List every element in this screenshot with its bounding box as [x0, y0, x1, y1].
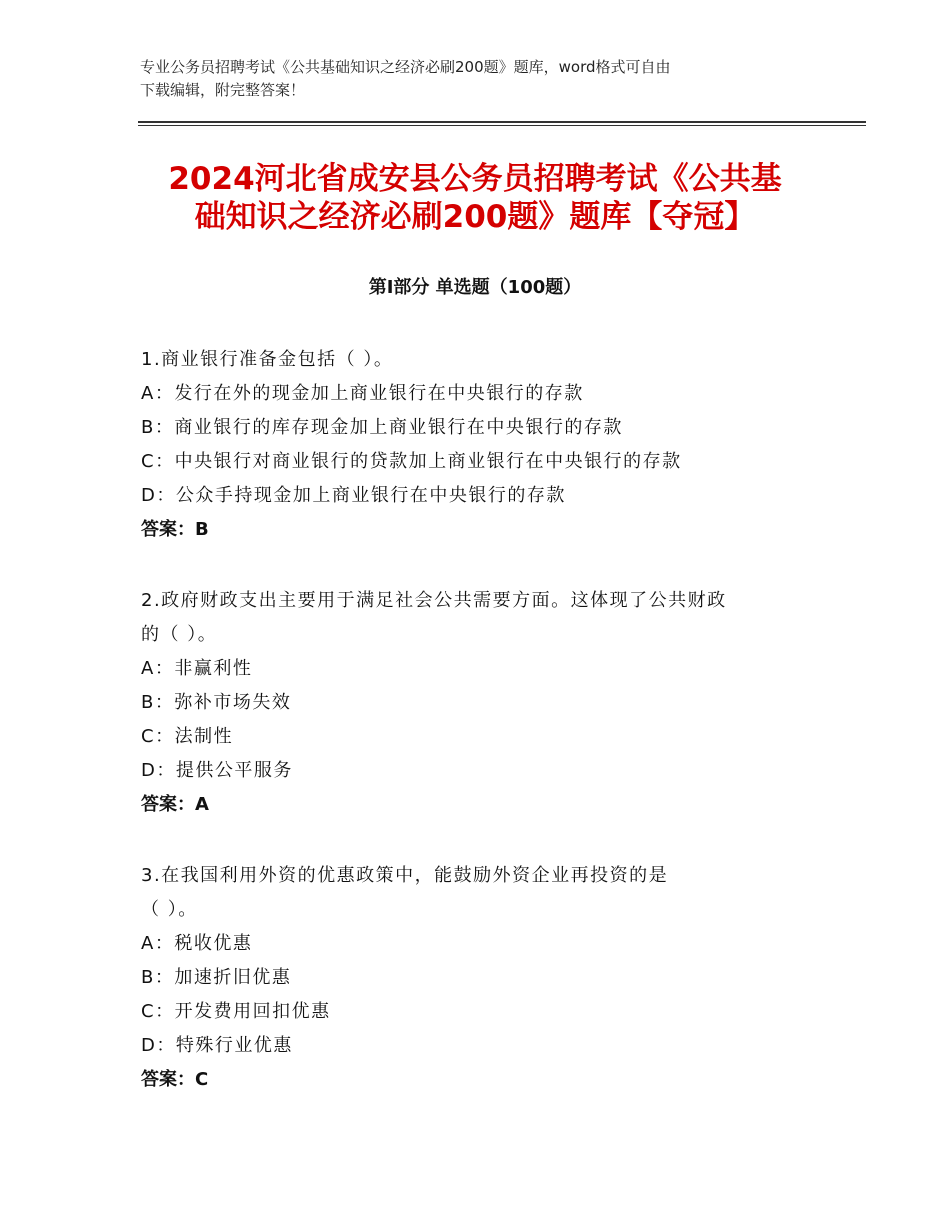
question-stem: 2.政府财政支出主要用于满足社会公共需要方面。这体现了公共财政	[141, 590, 727, 611]
option-b: B：加速折旧优惠	[141, 967, 292, 988]
section-heading: 第Ⅰ部分 单选题（100题）	[368, 277, 582, 298]
document-title-line-2: 础知识之经济必刷200题》题库【夺冠】	[194, 199, 756, 235]
header-divider-thick	[138, 121, 866, 123]
document-title-line-1: 2024河北省成安县公务员招聘考试《公共基	[168, 161, 782, 197]
question-1	[141, 343, 821, 547]
document-title	[120, 160, 830, 236]
option-a: A：税收优惠	[141, 933, 253, 954]
header-divider-thin	[138, 125, 866, 126]
option-c: C：中央银行对商业银行的贷款加上商业银行在中央银行的存款	[141, 451, 682, 472]
question-stem-continued: 的（ ）。	[141, 624, 218, 645]
header-note-line-1: 专业公务员招聘考试《公共基础知识之经济必刷200题》题库，word格式可自由	[140, 58, 671, 76]
question-stem-continued: （ ）。	[141, 899, 198, 920]
header-note-line-2: 下载编辑，附完整答案！	[140, 81, 306, 99]
option-b: B：商业银行的库存现金加上商业银行在中央银行的存款	[141, 417, 623, 438]
question-list	[141, 343, 821, 1134]
option-d: D：特殊行业优惠	[141, 1035, 293, 1056]
option-a: A：发行在外的现金加上商业银行在中央银行的存款	[141, 383, 584, 404]
option-d: D：公众手持现金加上商业银行在中央银行的存款	[141, 485, 566, 506]
answer-label: 答案：B	[141, 519, 209, 540]
question-stem: 3.在我国利用外资的优惠政策中，能鼓励外资企业再投资的是	[141, 865, 669, 886]
question-2	[141, 584, 821, 822]
answer-label: 答案：A	[141, 794, 209, 815]
question-3	[141, 859, 821, 1097]
answer-label: 答案：C	[141, 1069, 209, 1090]
option-c: C：法制性	[141, 726, 234, 747]
option-d: D：提供公平服务	[141, 760, 293, 781]
option-b: B：弥补市场失效	[141, 692, 292, 713]
option-c: C：开发费用回扣优惠	[141, 1001, 331, 1022]
question-stem: 1.商业银行准备金包括（ ）。	[141, 349, 394, 370]
option-a: A：非赢利性	[141, 658, 253, 679]
header-note	[140, 56, 840, 102]
header-divider	[138, 121, 866, 127]
